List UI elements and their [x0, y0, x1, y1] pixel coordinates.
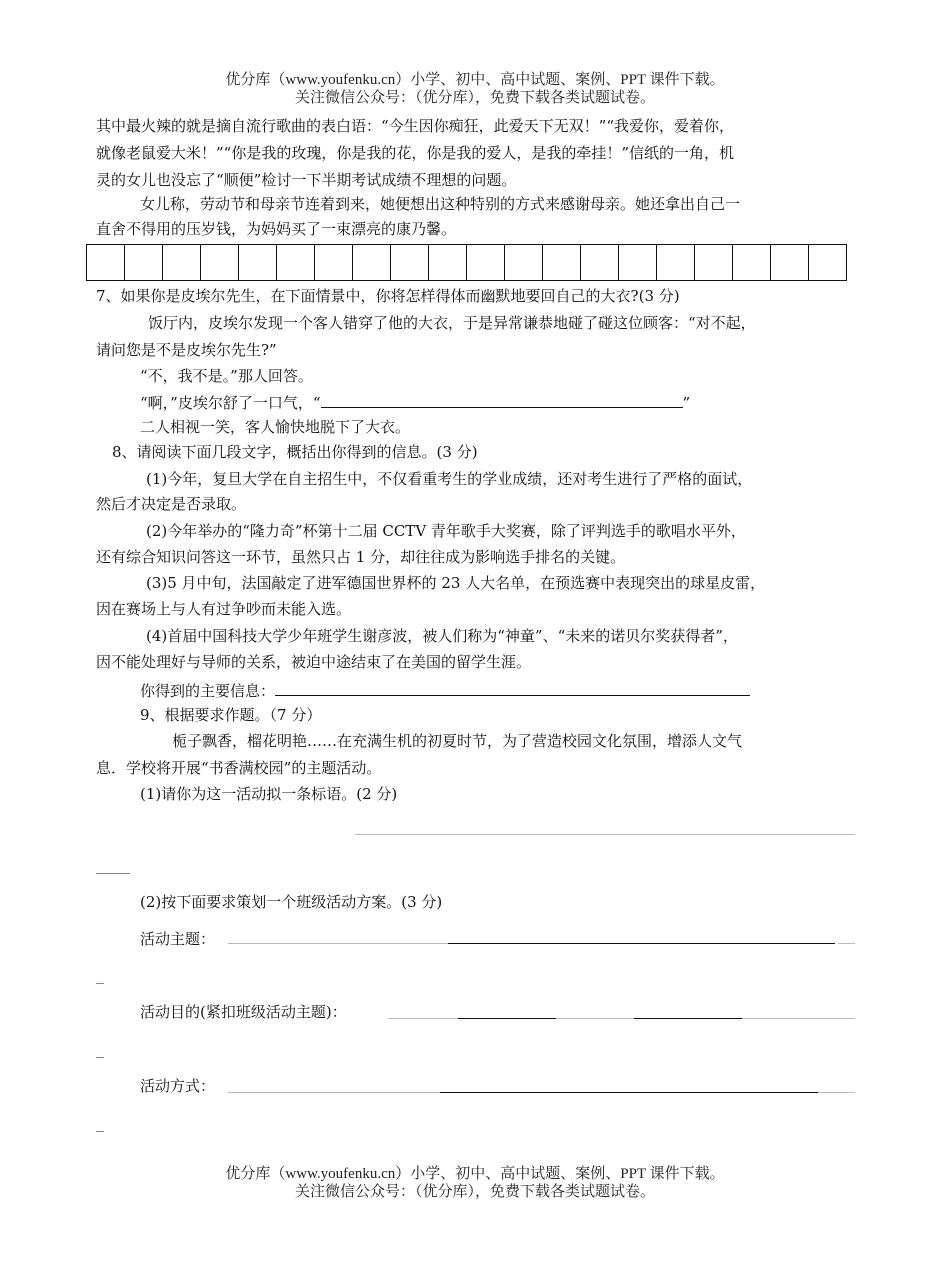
q7-text: “不，我不是。”那人回答。 — [140, 367, 313, 385]
q8-text: (2)今年举办的“隆力奇”杯第十二届 CCTV 青年歌手大奖赛，除了评判选手的歌唱水平外， — [146, 522, 746, 540]
activity-purpose-blank[interactable] — [388, 1018, 458, 1019]
activity-purpose-label: 活动目的(紧扣班级活动主题)： — [140, 1003, 347, 1021]
activity-method-blank[interactable] — [440, 1092, 818, 1093]
page-footer-line1: 优分库（www.youfenku.cn）小学、初中、高中试题、案例、PPT 课件下载。 — [225, 1166, 725, 1182]
passage-line: 直舍不得用的压岁钱，为妈妈买了一束漂亮的康乃馨。 — [96, 220, 457, 238]
slogan-answer-blank-cont[interactable] — [96, 873, 130, 874]
q8-text: (1)今年，复旦大学在自主招生中，不仅看重考生的学业成绩，还对考生进行了严格的面试， — [146, 470, 753, 488]
q8-text: (4)首届中国科技大学少年班学生谢彦波，被人们称为“神童”、“未来的诺贝尔奖获得者”， — [146, 627, 738, 645]
activity-theme-blank[interactable] — [228, 943, 448, 944]
q8-text: 还有综合知识问答这一环节，虽然只占 1 分，却往往成为影响选手排名的关键。 — [96, 548, 626, 566]
slogan-answer-blank[interactable] — [355, 834, 855, 835]
q7-text: 饭厅内，皮埃尔发现一个客人错穿了他的大衣，于是异常谦恭地碰了碰这位顾客：“对不起， — [148, 314, 756, 332]
answer-grid-cell[interactable] — [315, 244, 353, 281]
activity-purpose-blank[interactable] — [556, 1018, 634, 1019]
activity-purpose-blank[interactable] — [634, 1018, 742, 1019]
answer-grid-cell[interactable] — [771, 244, 809, 281]
activity-method-label: 活动方式： — [140, 1077, 216, 1095]
q7-text: ” — [682, 394, 691, 412]
activity-theme-blank[interactable] — [838, 943, 855, 944]
q8-text: (3)5 月中旬，法国敲定了进军德国世界杯的 23 人大名单，在预选赛中表现突出的球星皮雷， — [146, 574, 766, 592]
answer-grid-cell[interactable] — [695, 244, 733, 281]
passage-line: 其中最火辣的就是摘自流行歌曲的表白语：“今生因你痴狂，此爱天下无双！”“我爱你，爱着你， — [96, 117, 735, 135]
answer-grid-cell[interactable] — [87, 244, 125, 281]
q8-answer-line — [140, 680, 750, 700]
answer-grid-cell[interactable] — [125, 244, 163, 281]
q9-text: 息．学校将开展“书香满校园”的主题活动。 — [96, 759, 382, 777]
answer-grid-cell[interactable] — [163, 244, 201, 281]
answer-grid-cell[interactable] — [201, 244, 239, 281]
activity-purpose-blank[interactable] — [742, 1018, 855, 1019]
page-footer-line2: 关注微信公众号：（优分库），免费下载各类试题试卷。 — [294, 1184, 655, 1200]
answer-grid-cell[interactable] — [809, 244, 847, 281]
q7-answer-blank[interactable] — [321, 392, 683, 408]
answer-grid-cell[interactable] — [467, 244, 505, 281]
answer-grid-cell[interactable] — [619, 244, 657, 281]
page-header-line1: 优分库（www.youfenku.cn）小学、初中、高中试题、案例、PPT 课件下载。 — [225, 72, 725, 88]
answer-grid-cell[interactable] — [505, 244, 543, 281]
activity-method-blank[interactable] — [228, 1092, 440, 1093]
page-header-line2: 关注微信公众号：（优分库），免费下载各类试题试卷。 — [294, 90, 655, 106]
activity-method-blank-cont[interactable] — [96, 1131, 104, 1132]
activity-purpose-blank[interactable] — [458, 1018, 556, 1019]
answer-grid-cell[interactable] — [429, 244, 467, 281]
q8-answer-label: 你得到的主要信息： — [140, 682, 276, 700]
answer-grid-cell[interactable] — [239, 244, 277, 281]
answer-grid-cell[interactable] — [543, 244, 581, 281]
answer-grid-cell[interactable] — [581, 244, 619, 281]
passage-line: 灵的女儿也没忘了“顺便”检讨一下半期考试成绩不理想的问题。 — [96, 171, 517, 189]
answer-grid[interactable] — [86, 244, 847, 281]
activity-method-blank[interactable] — [818, 1092, 855, 1093]
q8-text: 然后才决定是否录取。 — [96, 495, 247, 513]
q7-dialogue-line — [140, 392, 690, 412]
passage-line: 就像老鼠爱大米！”“你是我的玫瑰，你是我的花，你是我的爱人，是我的牵挂！”信纸的一角，机 — [96, 144, 735, 162]
activity-purpose-blank-cont[interactable] — [96, 1057, 104, 1058]
q7-text: 请问您是不是皮埃尔先生?” — [96, 341, 277, 359]
answer-grid-cell[interactable] — [733, 244, 771, 281]
q9-sub2: (2)按下面要求策划一个班级活动方案。(3 分) — [140, 893, 443, 911]
passage-line: 女儿称，劳动节和母亲节连着到来，她便想出这种特别的方式来感谢母亲。她还拿出自己一 — [140, 195, 741, 213]
answer-grid-cell[interactable] — [277, 244, 315, 281]
q9-sub1: (1)请你为这一活动拟一条标语。(2 分) — [140, 785, 398, 803]
q9-text: 栀子飘香，榴花明艳……在充满生机的初夏时节，为了营造校园文化氛围，增添人文气 — [172, 732, 743, 750]
q8-answer-blank[interactable] — [275, 680, 750, 696]
question-7-title: 7、如果你是皮埃尔先生，在下面情景中，你将怎样得体而幽默地要回自己的大衣?(3 分) — [96, 287, 680, 305]
answer-grid-cell[interactable] — [353, 244, 391, 281]
question-9-title: 9、根据要求作题。（7 分） — [140, 706, 322, 724]
activity-theme-label: 活动主题： — [140, 930, 216, 948]
q7-text: “啊，”皮埃尔舒了一口气，“ — [140, 394, 321, 412]
answer-grid-cell[interactable] — [391, 244, 429, 281]
activity-theme-blank[interactable] — [448, 943, 835, 944]
q8-text: 因不能处理好与导师的关系，被迫中途结束了在美国的留学生涯。 — [96, 653, 532, 671]
q7-text: 二人相视一笑，客人愉快地脱下了大衣。 — [140, 418, 411, 436]
activity-theme-blank-cont[interactable] — [96, 983, 104, 984]
q8-text: 因在赛场上与人有过争吵而未能入选。 — [96, 600, 352, 618]
answer-grid-cell[interactable] — [657, 244, 695, 281]
question-8-title: 8、请阅读下面几段文字，概括出你得到的信息。(3 分) — [112, 443, 478, 461]
